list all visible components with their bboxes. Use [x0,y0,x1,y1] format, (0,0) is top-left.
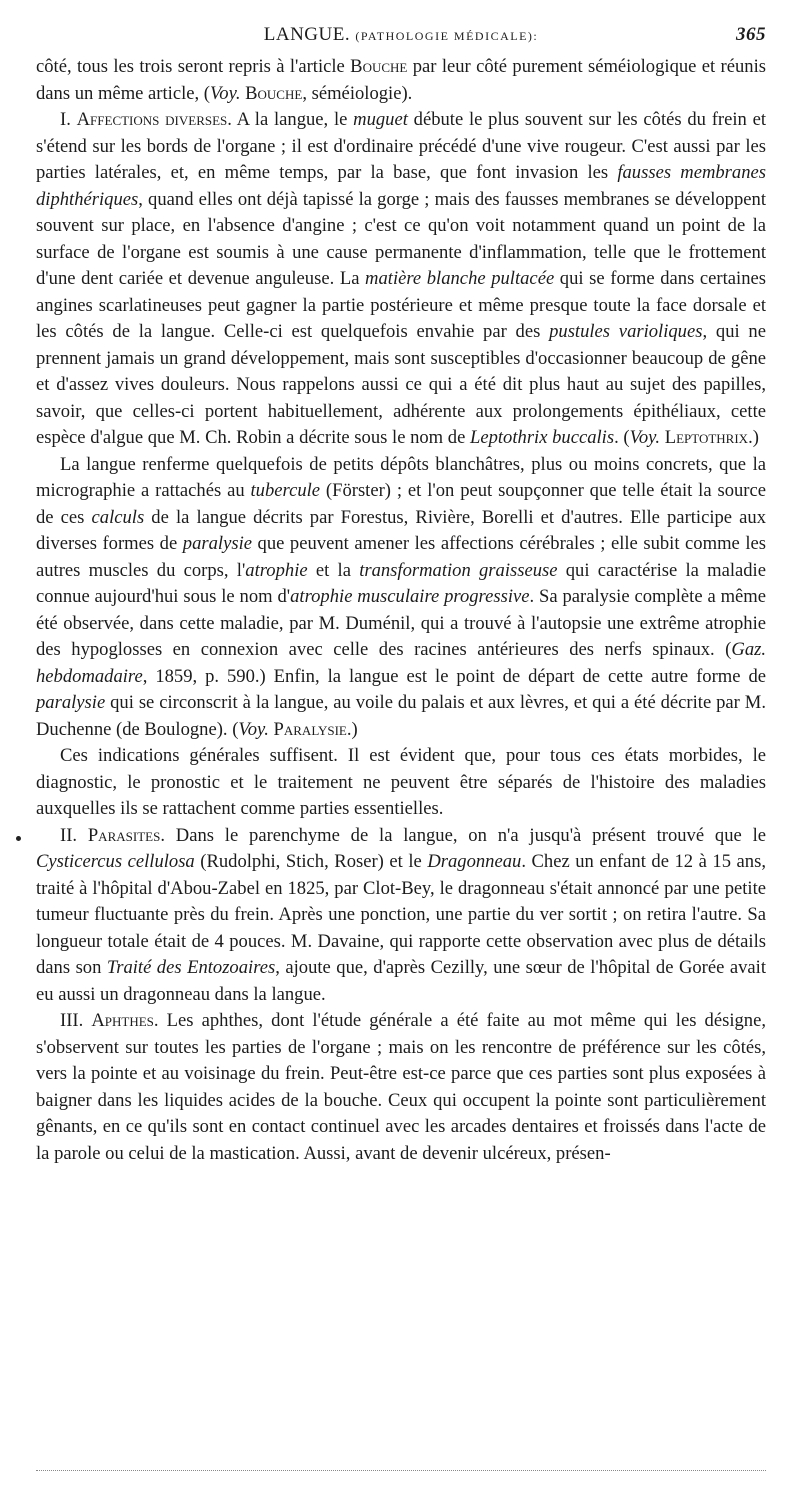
page [36,24,766,1167]
text-run: , qui ne prennent jamais un grand développement, mais sont susceptibles d'occasionner beaucoup de gêne et d'assez vives douleurs. Nous rappelons aussi ce qui a été dit plus haut au sujet des papilles, savoir, que celles-ci portent habituellement, adhérente aux prolongements épithéliaux, cette espèce d'algue que M. Ch. Robin a décrite sous le nom de [36,321,766,448]
italic-text: calculs [91,506,145,528]
header-subtitle: (PATHOLOGIE MÉDICALE): [355,29,539,43]
text-run: III. [60,1010,92,1031]
text-run: .) [346,718,358,740]
text-run: et la [307,559,360,581]
italic-text: atrophie musculaire progressive [290,586,530,607]
paragraph [36,1008,766,1167]
text-run: que peuvent amener les affections cérébrales ; elle subit comme les autres muscles du corps, l' [36,533,766,581]
text-run: qui se circonscrit à la langue, au voile du palais et aux lèvres, et qui a été décrite par M. Duchenne (de Boulogne). ( [36,692,766,740]
italic-text: atrophie [245,559,308,581]
article-body [36,54,766,1167]
italic-text: Cysticercus cellulosa [36,851,195,872]
small-caps-text: Leptothrix [664,427,749,448]
text-run: (Förster) ; et l'on peut soupçonner que telle était la source de ces [36,480,766,528]
text-run: Ces indications générales suffisent. Il est évident que, pour tous ces états morbides, le diagnostic, le pronostic et le traitement ne peuvent être séparés de l'histoire des maladies auxquelles ils se rattachent comme parties essentielles. [36,745,766,819]
small-caps-text: Parasites [87,824,161,846]
small-caps-text: Affections diverses [76,109,228,130]
text-run: , séméiologie). [302,82,413,104]
italic-text: matière blanche pultacée [365,268,555,289]
text-run: , quand elles ont déjà tapissé la gorge ; mais des fausses membranes se développent souvent sur place, en l'absence d'angine ; c'est ce qu'on voit notamment quand un point de la surface de l'organe est soumis à une cause permanente d'inflammation, telle que le frottement d'une dent cariée et devenue anguleuse. La [36,188,766,289]
small-caps-text: Paralysie [273,718,347,740]
text-run: qui se forme dans certaines angines scarlatineuses peut gagner la partie postérieure et même presque toute la face dorsale et les côtés de la langue. Celle-ci est quelquefois envahie par des [36,268,766,342]
text-run: II. [60,824,88,846]
margin-mark [16,836,21,841]
paragraph [36,54,766,107]
header-title: LANGUE. [263,24,351,45]
italic-text: muguet [353,109,408,130]
italic-text: paralysie [182,533,252,554]
italic-text: fausses membranes diphthériques [36,162,767,210]
text-run: . Les aphthes, dont l'étude générale a été faite au mot même qui les désigne, s'observent sur toutes les parties de l'organe ; mais on les rencontre de préférence sur les côtés, vers la pointe et au voisinage du frein. Peut-être est-ce parce que ces parties sont plus exposées à baigner dans les liquides acides de la bouche. Ceux qui occupent la pointe sont particulièrement gênants, en ce qu'ils sont en contact continuel avec les arcades dentaires et froissés dans l'acte de la parole ou celui de la mastication. Aussi, avant de devenir ulcéreux, présen- [36,1010,766,1164]
italic-text: Gaz. hebdomadaire [36,639,766,687]
small-caps-text: Bouche [350,56,408,77]
page-number: 365 [736,24,766,45]
italic-text: Dragonneau [427,851,522,872]
text-run: (Rudolphi, Stich, Roser) et le [194,851,428,872]
paragraph [36,452,766,744]
text-run: côté, tous les trois seront repris à l'article [36,56,351,77]
paragraph [36,743,766,823]
text-run: . A la langue, le [227,109,354,130]
text-run: . Chez un enfant de 12 à 15 ans, traité à l'hôpital d'Abou-Zabel en 1825, par Clot-Bey, le dragonneau s'était annoncé par une petite tumeur fluctuante près du frein. Après une ponction, une partie du ver sortit ; on retira l'autre. Sa longueur totale était de 4 pouces. M. Davaine, qui rapporte cette observation avec plus de détails dans son [36,851,766,978]
text-run: La langue renferme quelquefois de petits dépôts blanchâtres, plus ou moins concrets, que la micrographie a rattachés au [36,453,766,501]
text-run: , 1859, p. 590.) Enfin, la langue est le point de départ de cette autre forme de [142,665,766,687]
small-caps-text: Aphthes [91,1010,154,1031]
italic-text: Voy. [238,718,269,740]
paragraph [36,107,766,452]
text-run: I. [60,109,77,130]
italic-text: tubercule [250,480,321,501]
paragraph [36,823,766,1009]
text-run: débute le plus souvent sur les côtés du frein et s'étend sur les bords de l'organe ; il est d'ordinaire précédé d'une vive rougeur. C'est aussi par les parties latérales, et, en même temps, par la base, que font invasion les [36,109,766,183]
text-run: par leur côté purement séméiologique et réunis dans un même article, ( [36,56,766,104]
text-run: . Dans le parenchyme de la langue, on n'a jusqu'à présent trouvé que le [160,824,766,846]
italic-text: Voy. [210,82,241,104]
text-run: . ( [614,427,630,448]
italic-text: Voy. [629,427,661,448]
italic-text: Leptothrix buccalis [470,427,615,448]
italic-text: transformation graisseuse [359,559,558,581]
italic-text: paralysie [36,692,106,713]
text-run: qui caractérise la maladie connue aujourd'hui sous le nom d' [36,559,766,607]
running-header [36,24,766,54]
small-caps-text: Bouche [245,82,303,104]
text-run: de la langue décrits par Forestus, Rivière, Borelli et d'autres. Elle participe aux diverses formes de [36,506,767,554]
italic-text: pustules varioliques [549,321,703,342]
text-run: .) [748,427,759,448]
italic-text: Traité des Entozoaires [106,957,276,978]
text-run: . Sa paralysie complète a même été observée, dans cette maladie, par M. Duménil, qui a trouvé à l'autopsie une extrême atrophie des hypoglosses en connexion avec celle des racines antérieures des nerfs spinaux. ( [36,586,767,660]
text-run: , ajoute que, d'après Cezilly, une sœur de l'hôpital de Gorée avait eu aussi un dragonneau dans la langue. [36,957,766,1005]
footer-rule [36,1470,766,1471]
